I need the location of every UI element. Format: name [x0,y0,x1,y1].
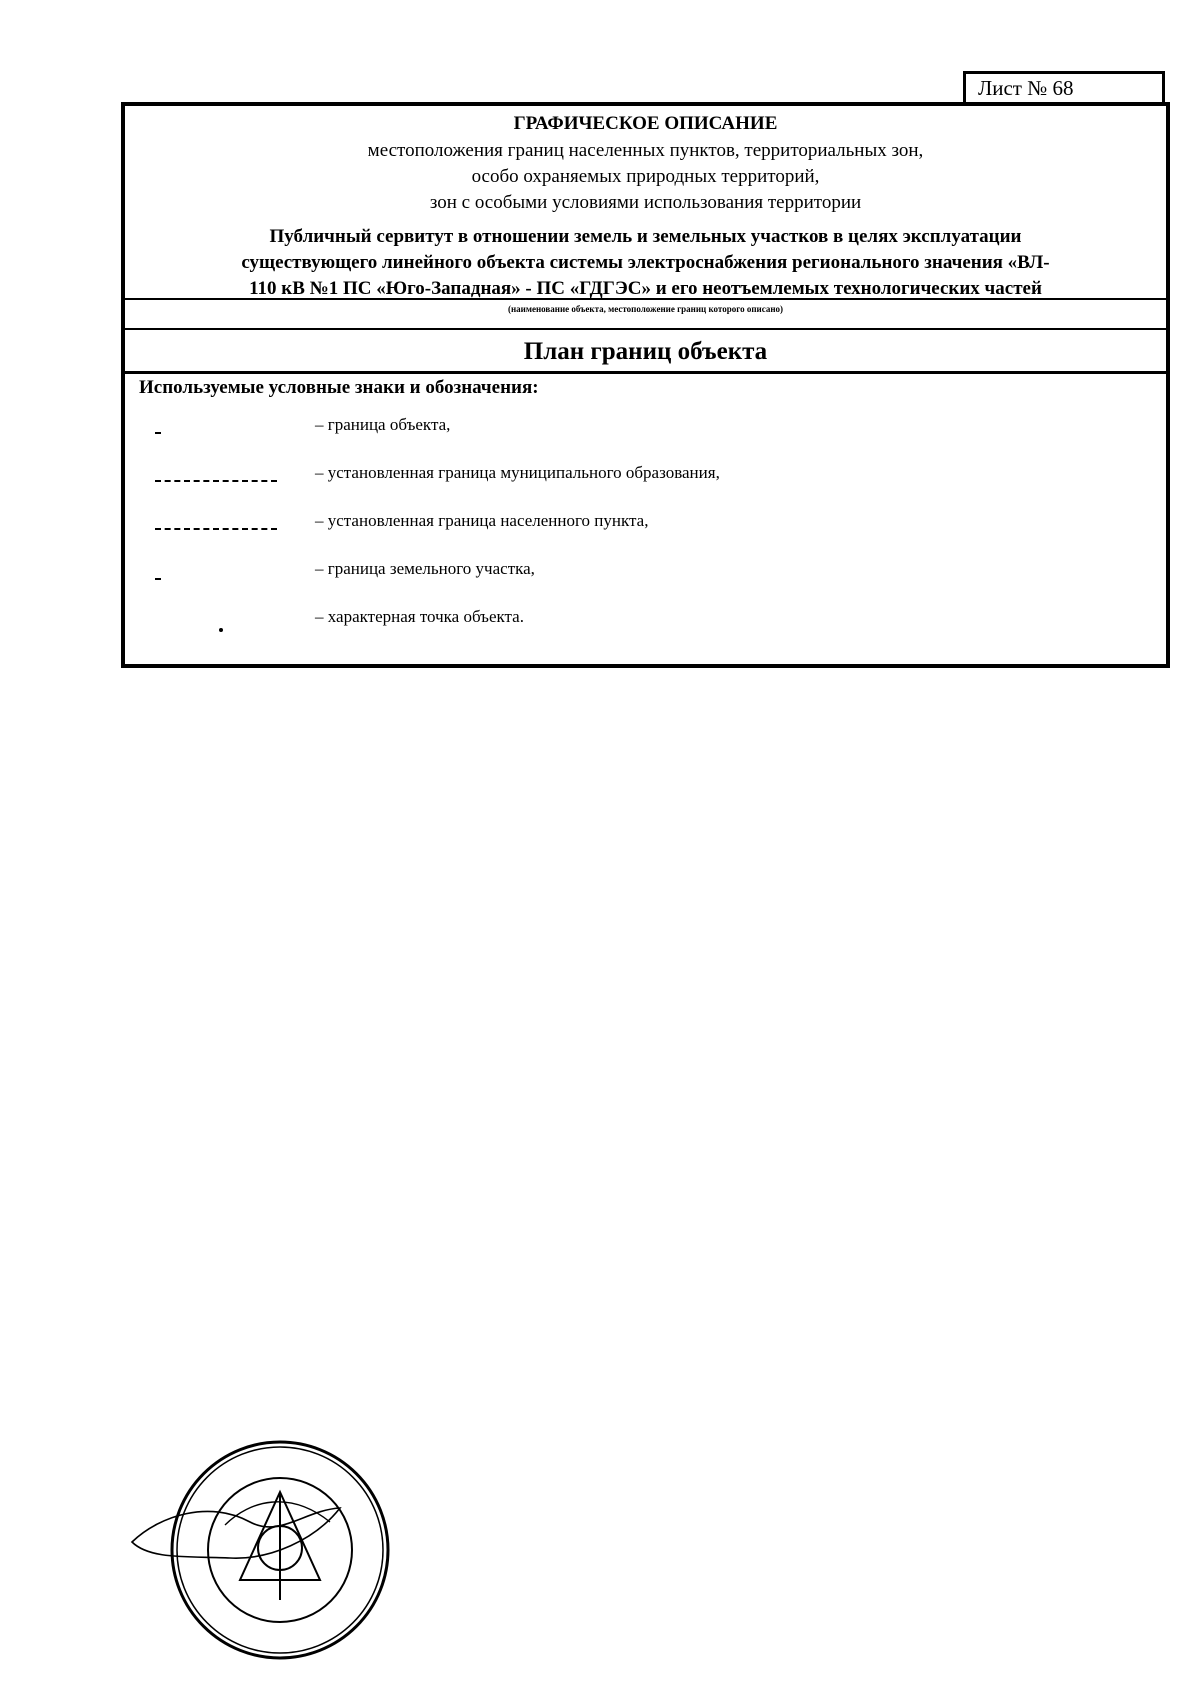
object-boundary-symbol [155,432,161,434]
subtitle-line: особо охраняемых природных территорий, [471,166,820,187]
legend-item: – характерная точка объекта. [315,607,524,626]
document-frame [121,102,1170,668]
object-name-line: 110 кВ №1 ПС «Юго-Западная» - ПС «ГДГЭС» и его неотъемлемых технологических частей [249,278,1042,299]
municipal-boundary-symbol [155,480,277,484]
cadastral-engineer-seal [130,1430,390,1670]
plan-title: План границ объекта [523,338,768,365]
settlement-boundary-symbol [155,528,277,532]
subtitle-line: местоположения границ населенных пунктов, территориальных зон, [367,140,924,161]
object-caption: (наименование объекта, местоположение границ которого описано) [507,304,784,314]
subtitle-line: зон с особыми условиями использования территории [429,192,862,213]
object-name-line: Публичный сервитут в отношении земель и земельных участков в целях эксплуатации [269,226,1022,247]
object-name-line: существующего линейного объекта системы электроснабжения регионального значения «ВЛ- [241,252,1050,273]
land-plot-boundary-symbol [155,578,161,580]
legend-item: – установленная граница муниципального образования, [315,463,720,482]
divider [125,298,1166,300]
legend-item: – граница объекта, [315,415,451,434]
legend-item: – установленная граница населенного пункта, [315,511,649,530]
characteristic-point-symbol [219,628,223,632]
legend-title: Используемые условные знаки и обозначения: [139,377,539,398]
document-title: ГРАФИЧЕСКОЕ ОПИСАНИЕ [513,113,778,134]
sheet-number: Лист № 68 [963,71,1165,105]
divider [125,371,1166,374]
divider [125,328,1166,330]
legend-item: – граница земельного участка, [315,559,535,578]
